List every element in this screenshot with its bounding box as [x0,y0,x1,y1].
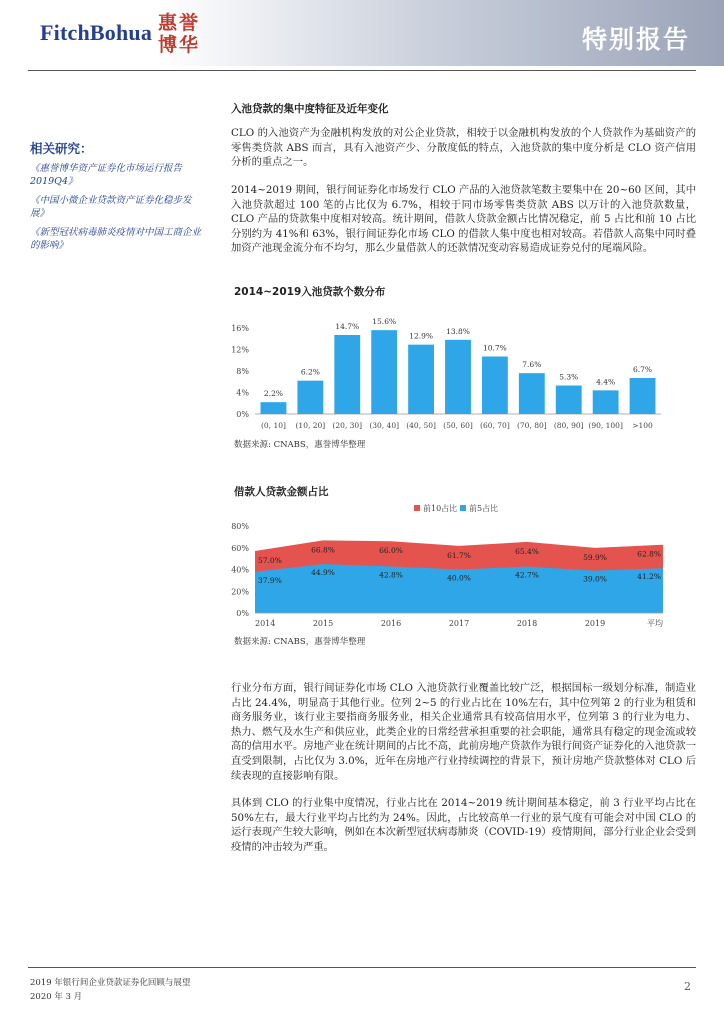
paragraph-industry-distribution: 行业分布方面，银行间证券化市场 CLO 入池贷款行业覆盖比较广泛，根据国标一级划分标准，制造业占比 24.4%，明显高于其他行业。位列 2~5 的行业占比在 10%左右，其中位列第 2 的行业为租赁和商务服务业，该行业主要指商务服务业，相关企业通常具有较高信用水平，位列第 3 的行业为电力、热力、燃气及水生产和供应业，此类企业的日常经营承担重要的社会职能，通常具有稳定的现金流或较高的信用水平。房地产业在统计期间的占比不高，此前房地产贷款作为银行间资产证券化的入池贷款一直受到限制，占比仅为 3.0%，近年在房地产行业持续调控的背景下，预计房地产贷款整体对 CLO 后续表现的直接影响有限。 [231,682,696,782]
bar-data-label: 4.4% [596,377,616,387]
y-tick-label: 16% [231,324,249,333]
area-data-label: 61.7% [447,550,471,560]
x-tick-label: >100 [632,421,653,430]
page-header [0,0,724,66]
bar-chart-source: 数据来源: CNABS，惠誉博华整理 [234,440,366,450]
y-tick-label: 4% [236,388,249,398]
company-logo-text: FitchBohua [40,20,153,45]
bar-chart-title: 2014~2019入池贷款个数分布 [234,286,386,298]
x-tick-label: 2015 [312,619,334,628]
bar [371,330,397,414]
x-tick-label: (60, 70] [480,421,510,430]
bar-data-label: 12.9% [409,331,434,341]
x-tick-label: 2018 [516,619,538,628]
area-chart-source: 数据来源: CNABS，惠誉博华整理 [234,637,366,647]
bar [445,340,471,414]
legend-label: 前5占比 [469,504,499,513]
x-tick-label: (70, 80] [516,421,547,430]
header-divider [28,70,696,71]
area-data-label: 42.8% [379,570,403,580]
x-tick-label: (10, 20] [295,421,326,430]
x-tick-label: (20, 30] [332,421,363,430]
legend-swatch [460,505,466,511]
bar-data-label: 6.2% [300,367,320,377]
section-title: 入池贷款的集中度特征及近年变化 [231,103,389,115]
x-tick-label: 2019 [584,619,606,628]
y-tick-label: 0% [236,410,249,419]
report-type-title: 特别报告 [581,25,690,54]
area-data-label: 66.8% [311,545,335,555]
bar-data-label: 6.7% [633,364,653,374]
bar-data-label: 13.8% [446,326,470,336]
area-data-label: 59.9% [583,552,607,562]
x-tick-label: (80, 90] [553,421,584,430]
y-tick-label: 12% [231,345,249,355]
bar-data-label: 10.7% [482,343,507,353]
area-data-label: 41.2% [637,572,661,582]
footer-report-title: 2019 年银行间企业贷款证券化回顾与展望 [30,978,191,988]
page-number: 2 [684,980,691,993]
bar-data-label: 5.3% [559,372,579,382]
bar [556,386,582,414]
area-data-label: 37.9% [258,575,282,585]
bar [630,378,656,414]
y-tick-label: 0% [236,609,249,618]
bar-data-label: 7.6% [522,360,542,370]
area-data-label: 44.9% [311,568,335,578]
area-data-label: 39.0% [583,574,607,584]
area-data-label: 65.4% [515,546,539,556]
area-data-label: 66.0% [379,546,403,556]
bar [297,381,323,414]
x-tick-label: 2014 [255,619,276,628]
footer-divider [28,967,696,968]
bar [519,373,545,414]
borrower-share-area-chart [231,500,671,632]
y-tick-label: 40% [231,565,249,575]
loan-count-bar-chart [231,306,671,436]
bar-data-label: 15.6% [372,317,397,327]
x-tick-label: 2017 [448,619,470,628]
bar [261,402,287,414]
footer-date: 2020 年 3 月 [30,992,83,1002]
logo-cn-top: 惠誉 [158,12,201,34]
x-tick-label: (90, 100] [588,421,623,430]
area-data-label: 40.0% [447,573,471,583]
bar [408,345,434,414]
x-tick-label: (0, 10] [260,421,286,430]
bar [482,356,508,414]
company-logo-chinese [158,12,202,56]
bar-data-label: 14.7% [335,321,360,331]
related-research-link[interactable]: 《新型冠状病毒肺炎疫情对中国工商企业的影响》 [30,227,202,251]
related-research-list [30,162,205,258]
area-data-label: 42.7% [515,570,539,580]
legend-swatch [414,505,420,511]
y-tick-label: 60% [231,543,249,553]
bar [334,335,360,414]
y-tick-label: 8% [236,367,249,376]
related-research-title: 相关研究： [30,141,93,156]
x-tick-label: 2016 [380,619,402,628]
related-research-link[interactable]: 《惠誉博华资产证券化市场运行报告2019Q4》 [30,163,183,187]
y-tick-label: 80% [231,522,249,531]
area-data-label: 62.8% [637,549,661,559]
related-research-link[interactable]: 《中国小微企业贷款资产证券化稳步发展》 [30,195,192,219]
paragraph-intro: CLO 的入池资产为金融机构发放的对公企业贷款，相较于以金融机构发放的个人贷款作为基础资产的零售类贷款 ABS 而言，具有入池资产少、分散度低的特点，入池贷款的集中度分析是 CLO 资产信用分析的重点之一。 [231,127,696,169]
legend-label: 前10占比 [423,504,458,513]
bar-data-label: 2.2% [263,389,283,399]
bar [593,390,619,414]
x-tick-label: (50, 60] [443,421,473,430]
x-tick-label: (30, 40] [369,421,400,430]
paragraph-loan-count: 2014~2019 期间，银行间证券化市场发行 CLO 产品的入池贷款笔数主要集中在 20~60 区间，其中入池贷款超过 100 笔的占比仅为 6.7%，相较于同市场零售类贷款 ABS 以万计的入池贷款数量，CLO 产品的贷款集中度相对较高。统计期间，借款人贷款金额占比情况稳定，前 5 占比和前 10 占比分别约为 41%和 63%，银行间证券化市场 CLO 的借款人集中度也相对较高。若借款人高集中同时叠加资产池现金流分布不均匀，那么少量借款人的还款情况变动容易造成证券兑付的尾端风险。 [231,184,696,255]
y-tick-label: 20% [231,587,249,597]
area-data-label: 57.0% [258,556,282,566]
x-tick-label: (40, 50] [406,421,436,430]
x-tick-label: 平均 [647,619,663,628]
area-chart-title: 借款人贷款金额占比 [234,486,329,498]
paragraph-industry-concentration: 具体到 CLO 的行业集中度情况，行业占比在 2014~2019 统计期间基本稳定，前 3 行业平均占比在 50%左右，最大行业平均占比约为 24%。因此，占比较高单一行业的景气度有可能会对中国 CLO 的运行表现产生较大影响，例如在本次新型冠状病毒肺炎（COVID-19）疫情期间，部分行业企业会受到疫情的冲击较为严重。 [231,797,696,853]
logo-cn-bottom: 博华 [158,34,201,56]
